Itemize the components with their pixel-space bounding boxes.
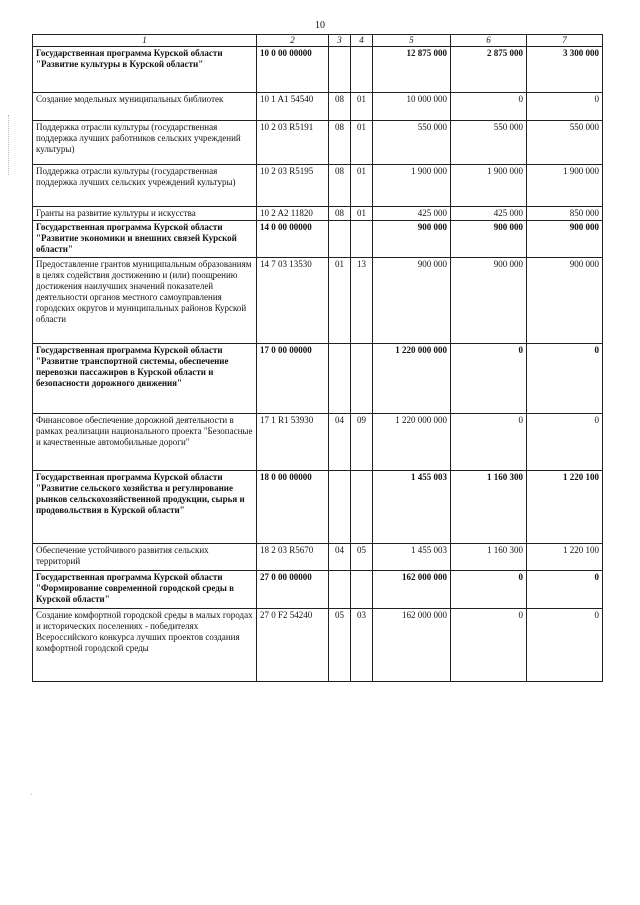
row-value-3: 850 000	[527, 207, 603, 221]
row-subsection	[351, 471, 373, 544]
program-row	[33, 471, 603, 544]
row-section: 04	[329, 414, 351, 471]
row-code: 27 0 F2 54240	[257, 609, 329, 682]
row-value-3: 0	[527, 609, 603, 682]
row-code: 27 0 00 00000	[257, 571, 329, 609]
row-section: 05	[329, 609, 351, 682]
scan-artifact	[8, 115, 10, 175]
table-row	[33, 207, 603, 221]
table-row	[33, 121, 603, 165]
row-name: Обеспечение устойчивого развития сельских территорий	[33, 544, 257, 571]
row-value-3: 0	[527, 414, 603, 471]
row-section: 01	[329, 258, 351, 344]
row-value-1: 12 875 000	[373, 47, 451, 93]
row-value-2: 2 875 000	[451, 47, 527, 93]
row-subsection: 01	[351, 93, 373, 121]
row-code: 14 0 00 00000	[257, 221, 329, 258]
scan-artifact: ·	[30, 790, 33, 799]
row-value-2: 900 000	[451, 221, 527, 258]
table-row	[33, 609, 603, 682]
column-number: 4	[351, 35, 373, 47]
row-value-3: 1 220 100	[527, 544, 603, 571]
row-section	[329, 571, 351, 609]
row-code: 17 0 00 00000	[257, 344, 329, 414]
row-code: 17 1 R1 53930	[257, 414, 329, 471]
row-section: 08	[329, 207, 351, 221]
row-name: Поддержка отрасли культуры (государственная поддержка лучших сельских учреждений культуры)	[33, 165, 257, 207]
row-value-1: 10 000 000	[373, 93, 451, 121]
row-name: Финансовое обеспечение дорожной деятельности в рамках реализации национального проекта "Безопасные и качественные автомобильные дороги"	[33, 414, 257, 471]
row-subsection: 01	[351, 207, 373, 221]
row-value-1: 1 220 000 000	[373, 344, 451, 414]
row-value-2: 1 900 000	[451, 165, 527, 207]
row-value-2: 900 000	[451, 258, 527, 344]
row-name: Гранты на развитие культуры и искусства	[33, 207, 257, 221]
row-value-2: 0	[451, 609, 527, 682]
column-number: 3	[329, 35, 351, 47]
row-section	[329, 471, 351, 544]
row-value-1: 1 455 003	[373, 544, 451, 571]
row-value-1: 1 220 000 000	[373, 414, 451, 471]
row-value-1: 900 000	[373, 258, 451, 344]
row-name: Государственная программа Курской области "Развитие экономики и внешних связей Курской области"	[33, 221, 257, 258]
row-value-1: 425 000	[373, 207, 451, 221]
program-row	[33, 571, 603, 609]
budget-table	[32, 34, 603, 682]
program-row	[33, 344, 603, 414]
column-number: 6	[451, 35, 527, 47]
row-value-1: 550 000	[373, 121, 451, 165]
row-value-3: 900 000	[527, 221, 603, 258]
row-value-2: 550 000	[451, 121, 527, 165]
page-number: 10	[315, 20, 325, 31]
row-code: 18 2 03 R5670	[257, 544, 329, 571]
row-code: 10 2 A2 11820	[257, 207, 329, 221]
row-code: 10 0 00 00000	[257, 47, 329, 93]
row-name: Государственная программа Курской области "Развитие культуры в Курской области"	[33, 47, 257, 93]
row-value-3: 1 220 100	[527, 471, 603, 544]
row-name: Государственная программа Курской области "Формирование современной городской среды в Курской области"	[33, 571, 257, 609]
row-value-2: 0	[451, 93, 527, 121]
column-number-row	[33, 35, 603, 47]
row-value-3: 3 300 000	[527, 47, 603, 93]
row-section: 04	[329, 544, 351, 571]
row-section	[329, 221, 351, 258]
row-code: 10 1 A1 54540	[257, 93, 329, 121]
row-name: Предоставление грантов муниципальным образованиям в целях содействия достижению и (или) поощрению достижения наилучших значений показателей деятельности органов местного самоуправления городских округов и муниципальных районов Курской области	[33, 258, 257, 344]
column-number: 1	[33, 35, 257, 47]
row-subsection	[351, 571, 373, 609]
row-section	[329, 344, 351, 414]
table-row	[33, 165, 603, 207]
column-number: 2	[257, 35, 329, 47]
row-subsection	[351, 47, 373, 93]
row-section	[329, 47, 351, 93]
row-subsection: 01	[351, 121, 373, 165]
row-value-3: 0	[527, 571, 603, 609]
row-section: 08	[329, 121, 351, 165]
row-subsection	[351, 344, 373, 414]
table-row	[33, 258, 603, 344]
row-value-2: 0	[451, 571, 527, 609]
table-row	[33, 414, 603, 471]
row-value-3: 900 000	[527, 258, 603, 344]
row-value-3: 0	[527, 93, 603, 121]
program-row	[33, 47, 603, 93]
row-subsection: 01	[351, 165, 373, 207]
row-name: Государственная программа Курской области "Развитие сельского хозяйства и регулирование рынков сельскохозяйственной продукции, сырья и продовольствия в Курской области"	[33, 471, 257, 544]
row-value-2: 1 160 300	[451, 471, 527, 544]
row-name: Создание комфортной городской среды в малых городах и исторических поселениях - победителях Всероссийского конкурса лучших проектов создания комфортной городской среды	[33, 609, 257, 682]
row-subsection: 03	[351, 609, 373, 682]
row-name: Государственная программа Курской области "Развитие транспортной системы, обеспечение перевозки пассажиров в Курской области и безопасности дорожного движения"	[33, 344, 257, 414]
row-name: Создание модельных муниципальных библиотек	[33, 93, 257, 121]
row-code: 10 2 03 R5191	[257, 121, 329, 165]
row-value-3: 0	[527, 344, 603, 414]
program-row	[33, 221, 603, 258]
table-row	[33, 93, 603, 121]
row-value-1: 900 000	[373, 221, 451, 258]
row-section: 08	[329, 93, 351, 121]
row-value-2: 1 160 300	[451, 544, 527, 571]
row-value-3: 1 900 000	[527, 165, 603, 207]
row-code: 10 2 03 R5195	[257, 165, 329, 207]
row-section: 08	[329, 165, 351, 207]
row-subsection	[351, 221, 373, 258]
row-value-1: 1 900 000	[373, 165, 451, 207]
row-value-3: 550 000	[527, 121, 603, 165]
row-code: 14 7 03 13530	[257, 258, 329, 344]
row-code: 18 0 00 00000	[257, 471, 329, 544]
row-value-2: 0	[451, 414, 527, 471]
row-value-1: 162 000 000	[373, 571, 451, 609]
table-row	[33, 544, 603, 571]
row-name: Поддержка отрасли культуры (государственная поддержка лучших работников сельских учреждений культуры)	[33, 121, 257, 165]
row-value-1: 1 455 003	[373, 471, 451, 544]
row-value-1: 162 000 000	[373, 609, 451, 682]
row-value-2: 425 000	[451, 207, 527, 221]
row-subsection: 05	[351, 544, 373, 571]
row-subsection: 13	[351, 258, 373, 344]
column-number: 7	[527, 35, 603, 47]
row-value-2: 0	[451, 344, 527, 414]
column-number: 5	[373, 35, 451, 47]
row-subsection: 09	[351, 414, 373, 471]
